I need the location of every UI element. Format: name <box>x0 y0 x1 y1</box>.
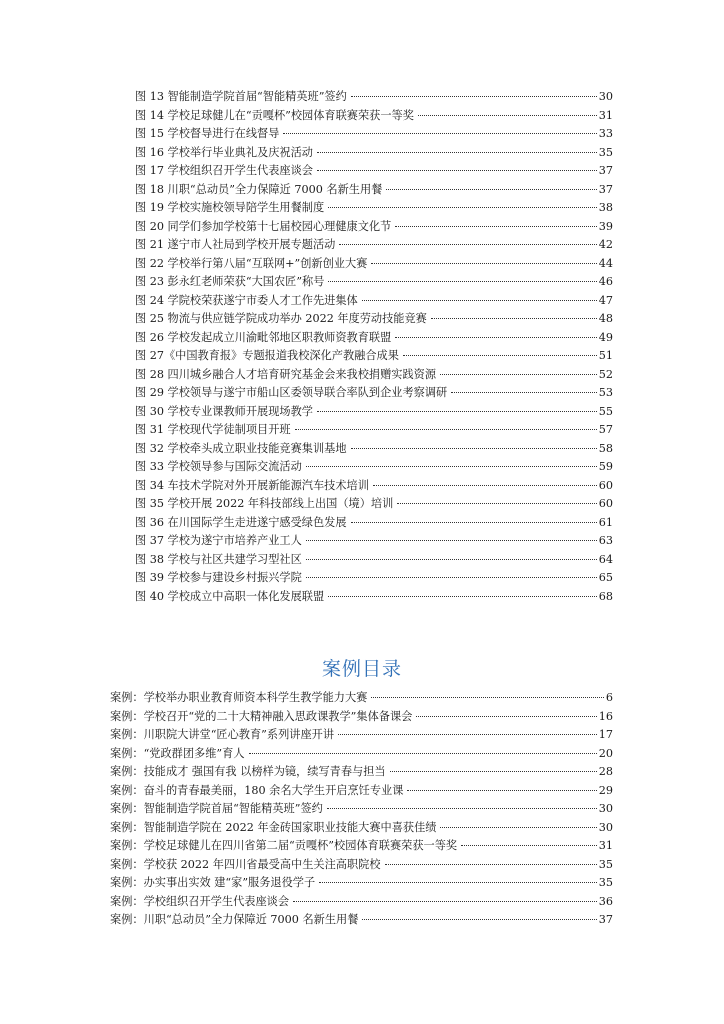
entry-title: 案例：学校足球健儿在四川省第二届“贡嘎杯”校园体育联赛荣获一等奖 <box>110 839 458 852</box>
entry-page-number: 6 <box>605 691 613 704</box>
figure-index-row[interactable] <box>135 551 613 570</box>
entry-title: 案例：智能制造学院在 2022 年金砖国家职业技能大赛中喜获佳绩 <box>110 820 437 834</box>
figure-index-row[interactable] <box>135 162 613 181</box>
entry-title: 图 18 川职“总动员”全力保障近 7000 名新生用餐 <box>135 182 383 196</box>
dot-leader <box>418 114 597 116</box>
entry-title: 图 36 在川国际学生走进遂宁感受绿色发展 <box>135 515 347 529</box>
dot-leader <box>328 280 596 282</box>
entry-page-number: 30 <box>598 820 613 834</box>
entry-page-number: 65 <box>598 571 613 584</box>
entry-title: 图 26 学校发起成立川渝毗邻地区职教师资教育联盟 <box>135 330 392 344</box>
entry-page-number: 37 <box>598 182 613 196</box>
entry-title: 图 31 学校现代学徒制项目开班 <box>135 423 291 436</box>
dot-leader <box>440 826 596 828</box>
dot-leader <box>328 206 597 208</box>
figure-index-row[interactable] <box>135 199 613 218</box>
dot-leader <box>293 900 597 902</box>
entry-title: 案例：学校获 2022 年四川省最受高中生关注高职院校 <box>110 857 381 871</box>
figure-index-row[interactable] <box>135 273 613 292</box>
dot-leader <box>362 918 596 920</box>
dot-leader <box>327 807 597 809</box>
entry-page-number: 59 <box>598 460 613 473</box>
dot-leader <box>317 410 597 412</box>
entry-title: 图 23 彭永红老师荣获“大国农匠”称号 <box>135 275 325 288</box>
case-index-row[interactable] <box>110 893 613 912</box>
dot-leader <box>451 391 597 393</box>
case-index-row[interactable] <box>110 874 613 893</box>
figure-index-row[interactable] <box>135 255 613 274</box>
figure-index-row[interactable] <box>135 569 613 588</box>
figure-index-row[interactable] <box>135 218 613 237</box>
dot-leader <box>461 844 597 846</box>
entry-page-number: 29 <box>598 783 613 797</box>
dot-leader <box>306 558 597 560</box>
entry-page-number: 31 <box>598 108 613 122</box>
dot-leader <box>440 373 597 375</box>
case-index-row[interactable] <box>110 708 613 727</box>
entry-page-number: 46 <box>598 275 613 288</box>
entry-title: 图 40 学校成立中高职一体化发展联盟 <box>135 589 325 603</box>
entry-title: 案例：办实事出实效 建“家”服务退役学子 <box>110 876 316 889</box>
case-index-row[interactable] <box>110 689 613 708</box>
figure-index-row[interactable] <box>135 421 613 440</box>
entry-page-number: 55 <box>598 404 613 418</box>
case-index-row[interactable] <box>110 745 613 764</box>
entry-title: 案例：川职“总动员”全力保障近 7000 名新生用餐 <box>110 913 359 926</box>
dot-leader <box>306 539 597 541</box>
figure-index-row[interactable] <box>135 181 613 200</box>
entry-page-number: 35 <box>598 876 613 889</box>
entry-title: 图 24 学院校荣获遂宁市委人才工作先进集体 <box>135 293 358 307</box>
entry-page-number: 17 <box>598 728 613 741</box>
entry-page-number: 49 <box>598 330 613 344</box>
case-index-heading: 案例目录 <box>321 658 402 680</box>
figure-index-row[interactable] <box>135 477 613 496</box>
dot-leader <box>397 502 596 504</box>
entry-title: 图 29 学校领导与遂宁市船山区委领导联合率队到企业考察调研 <box>135 386 448 399</box>
case-index-row[interactable] <box>110 763 613 782</box>
figure-index-row[interactable] <box>135 292 613 311</box>
dot-leader <box>319 881 597 883</box>
figure-index-row[interactable] <box>135 588 613 607</box>
figure-index-row[interactable] <box>135 236 613 255</box>
entry-page-number: 35 <box>598 857 613 871</box>
dot-leader <box>385 863 597 865</box>
entry-title: 案例：川职院大讲堂“匠心教育”系列讲座开讲 <box>110 728 335 741</box>
entry-page-number: 48 <box>598 312 613 325</box>
dot-leader <box>339 243 596 245</box>
entry-title: 图 14 学校足球健儿在“贡嘎杯”校园体育联赛荣获一等奖 <box>135 108 414 122</box>
dot-leader <box>306 576 597 578</box>
dot-leader <box>328 595 597 597</box>
entry-title: 图 28 四川城乡融合人才培育研究基金会来我校捐赠实践资源 <box>135 367 437 381</box>
figure-index-row[interactable] <box>135 532 613 551</box>
entry-page-number: 36 <box>598 894 613 908</box>
entry-page-number: 58 <box>598 441 613 455</box>
entry-title: 图 38 学校与社区共建学习型社区 <box>135 552 302 566</box>
entry-title: 图 19 学校实施校领导陪学生用餐制度 <box>135 201 325 214</box>
dot-leader <box>249 752 597 754</box>
figure-index-row[interactable] <box>135 347 613 366</box>
dot-leader <box>395 225 596 227</box>
entry-page-number: 30 <box>598 802 613 815</box>
entry-title: 案例：智能制造学院首届“智能精英班”签约 <box>110 802 323 815</box>
dot-leader <box>317 151 597 153</box>
entry-title: 图 32 学校牵头成立职业技能竞赛集训基地 <box>135 441 347 455</box>
entry-title: 图 27《中国教育报》专题报道我校深化产教融合成果 <box>135 349 399 362</box>
dot-leader <box>283 132 596 134</box>
case-index-row[interactable] <box>110 911 613 930</box>
entry-page-number: 51 <box>598 349 613 362</box>
dot-leader <box>371 262 596 264</box>
entry-title: 案例：技能成才 强国有我 以榜样为镜，续写青春与担当 <box>110 765 386 778</box>
entry-title: 图 33 学校领导参与国际交流活动 <box>135 460 302 473</box>
figure-index-row[interactable] <box>135 366 613 385</box>
entry-title: 图 22 学校举行第八届“互联网+”创新创业大赛 <box>135 256 368 270</box>
entry-title: 案例：学校召开“党的二十大精神融入思政课教学”集体备课会 <box>110 709 413 723</box>
entry-page-number: 20 <box>598 746 613 760</box>
entry-page-number: 35 <box>598 145 613 159</box>
entry-page-number: 44 <box>598 256 613 270</box>
entry-title: 案例：奋斗的青春最美丽，180 余名大学生开启烹饪专业课 <box>110 783 404 797</box>
entry-page-number: 30 <box>598 90 613 103</box>
dot-leader <box>351 95 597 97</box>
entry-title: 图 25 物流与供应链学院成功举办 2022 年度劳动技能竞赛 <box>135 312 427 325</box>
entry-title: 案例：学校组织召开学生代表座谈会 <box>110 894 290 908</box>
figure-index-row[interactable] <box>135 403 613 422</box>
figure-index-row[interactable] <box>135 458 613 477</box>
entry-page-number: 60 <box>598 497 613 510</box>
entry-title: 图 39 学校参与建设乡村振兴学院 <box>135 571 302 584</box>
entry-page-number: 33 <box>598 127 613 140</box>
dot-leader <box>431 317 597 319</box>
entry-page-number: 61 <box>598 515 613 529</box>
figure-index-row[interactable] <box>135 440 613 459</box>
entry-title: 图 30 学校专业课教师开展现场教学 <box>135 404 313 418</box>
dot-leader <box>416 715 596 717</box>
dot-leader <box>395 336 596 338</box>
entry-title: 案例：“党政群团多维”育人 <box>110 746 245 760</box>
figure-index-row[interactable] <box>135 495 613 514</box>
dot-leader <box>371 696 604 698</box>
dot-leader <box>362 299 597 301</box>
entry-title: 图 34 车技术学院对外开展新能源汽车技术培训 <box>135 478 369 492</box>
dot-leader <box>351 521 597 523</box>
entry-title: 图 20 同学们参加学校第十七届校园心理健康文化节 <box>135 219 392 233</box>
entry-page-number: 47 <box>598 293 613 307</box>
case-index-row[interactable] <box>110 837 613 856</box>
dot-leader <box>351 447 597 449</box>
entry-title: 图 16 学校举行毕业典礼及庆祝活动 <box>135 145 313 159</box>
entry-title: 图 13 智能制造学院首届“智能精英班”签约 <box>135 90 347 103</box>
entry-page-number: 53 <box>598 386 613 399</box>
case-index-list <box>110 689 613 930</box>
entry-page-number: 42 <box>598 238 613 251</box>
entry-page-number: 64 <box>598 552 613 566</box>
case-index-row[interactable] <box>110 782 613 801</box>
dot-leader <box>407 789 596 791</box>
dot-leader <box>386 188 596 190</box>
entry-title: 图 21 遂宁市人社局到学校开展专题活动 <box>135 238 336 251</box>
dot-leader <box>317 169 597 171</box>
entry-page-number: 39 <box>598 219 613 233</box>
case-index-row[interactable] <box>110 726 613 745</box>
entry-page-number: 68 <box>598 589 613 603</box>
case-index-row[interactable] <box>110 819 613 838</box>
figure-index-list <box>135 88 613 606</box>
entry-page-number: 63 <box>598 534 613 547</box>
figure-index-row[interactable] <box>135 107 613 126</box>
case-index-row[interactable] <box>110 800 613 819</box>
entry-title: 图 17 学校组织召开学生代表座谈会 <box>135 164 313 177</box>
figure-index-row[interactable] <box>135 514 613 533</box>
entry-page-number: 16 <box>598 709 613 723</box>
dot-leader <box>338 733 597 735</box>
dot-leader <box>373 484 597 486</box>
dot-leader <box>403 354 597 356</box>
figure-index-row[interactable] <box>135 144 613 163</box>
dot-leader <box>306 465 597 467</box>
entry-page-number: 38 <box>598 201 613 214</box>
entry-title: 图 37 学校为遂宁市培养产业工人 <box>135 534 302 547</box>
entry-page-number: 37 <box>598 913 613 926</box>
entry-page-number: 57 <box>598 423 613 436</box>
figure-index-row[interactable] <box>135 310 613 329</box>
case-index-row[interactable] <box>110 856 613 875</box>
entry-page-number: 31 <box>598 839 613 852</box>
figure-index-row[interactable] <box>135 125 613 144</box>
entry-title: 图 15 学校督导进行在线督导 <box>135 127 280 140</box>
figure-index-row[interactable] <box>135 384 613 403</box>
figure-index-row[interactable] <box>135 329 613 348</box>
figure-index-row[interactable] <box>135 88 613 107</box>
entry-title: 图 35 学校开展 2022 年科技部线上出国（境）培训 <box>135 497 394 510</box>
entry-page-number: 60 <box>598 478 613 492</box>
entry-title: 案例：学校举办职业教育师资本科学生教学能力大赛 <box>110 691 368 704</box>
entry-page-number: 52 <box>598 367 613 381</box>
entry-page-number: 28 <box>598 765 613 778</box>
dot-leader <box>390 770 597 772</box>
entry-page-number: 37 <box>598 164 613 177</box>
dot-leader <box>295 428 597 430</box>
